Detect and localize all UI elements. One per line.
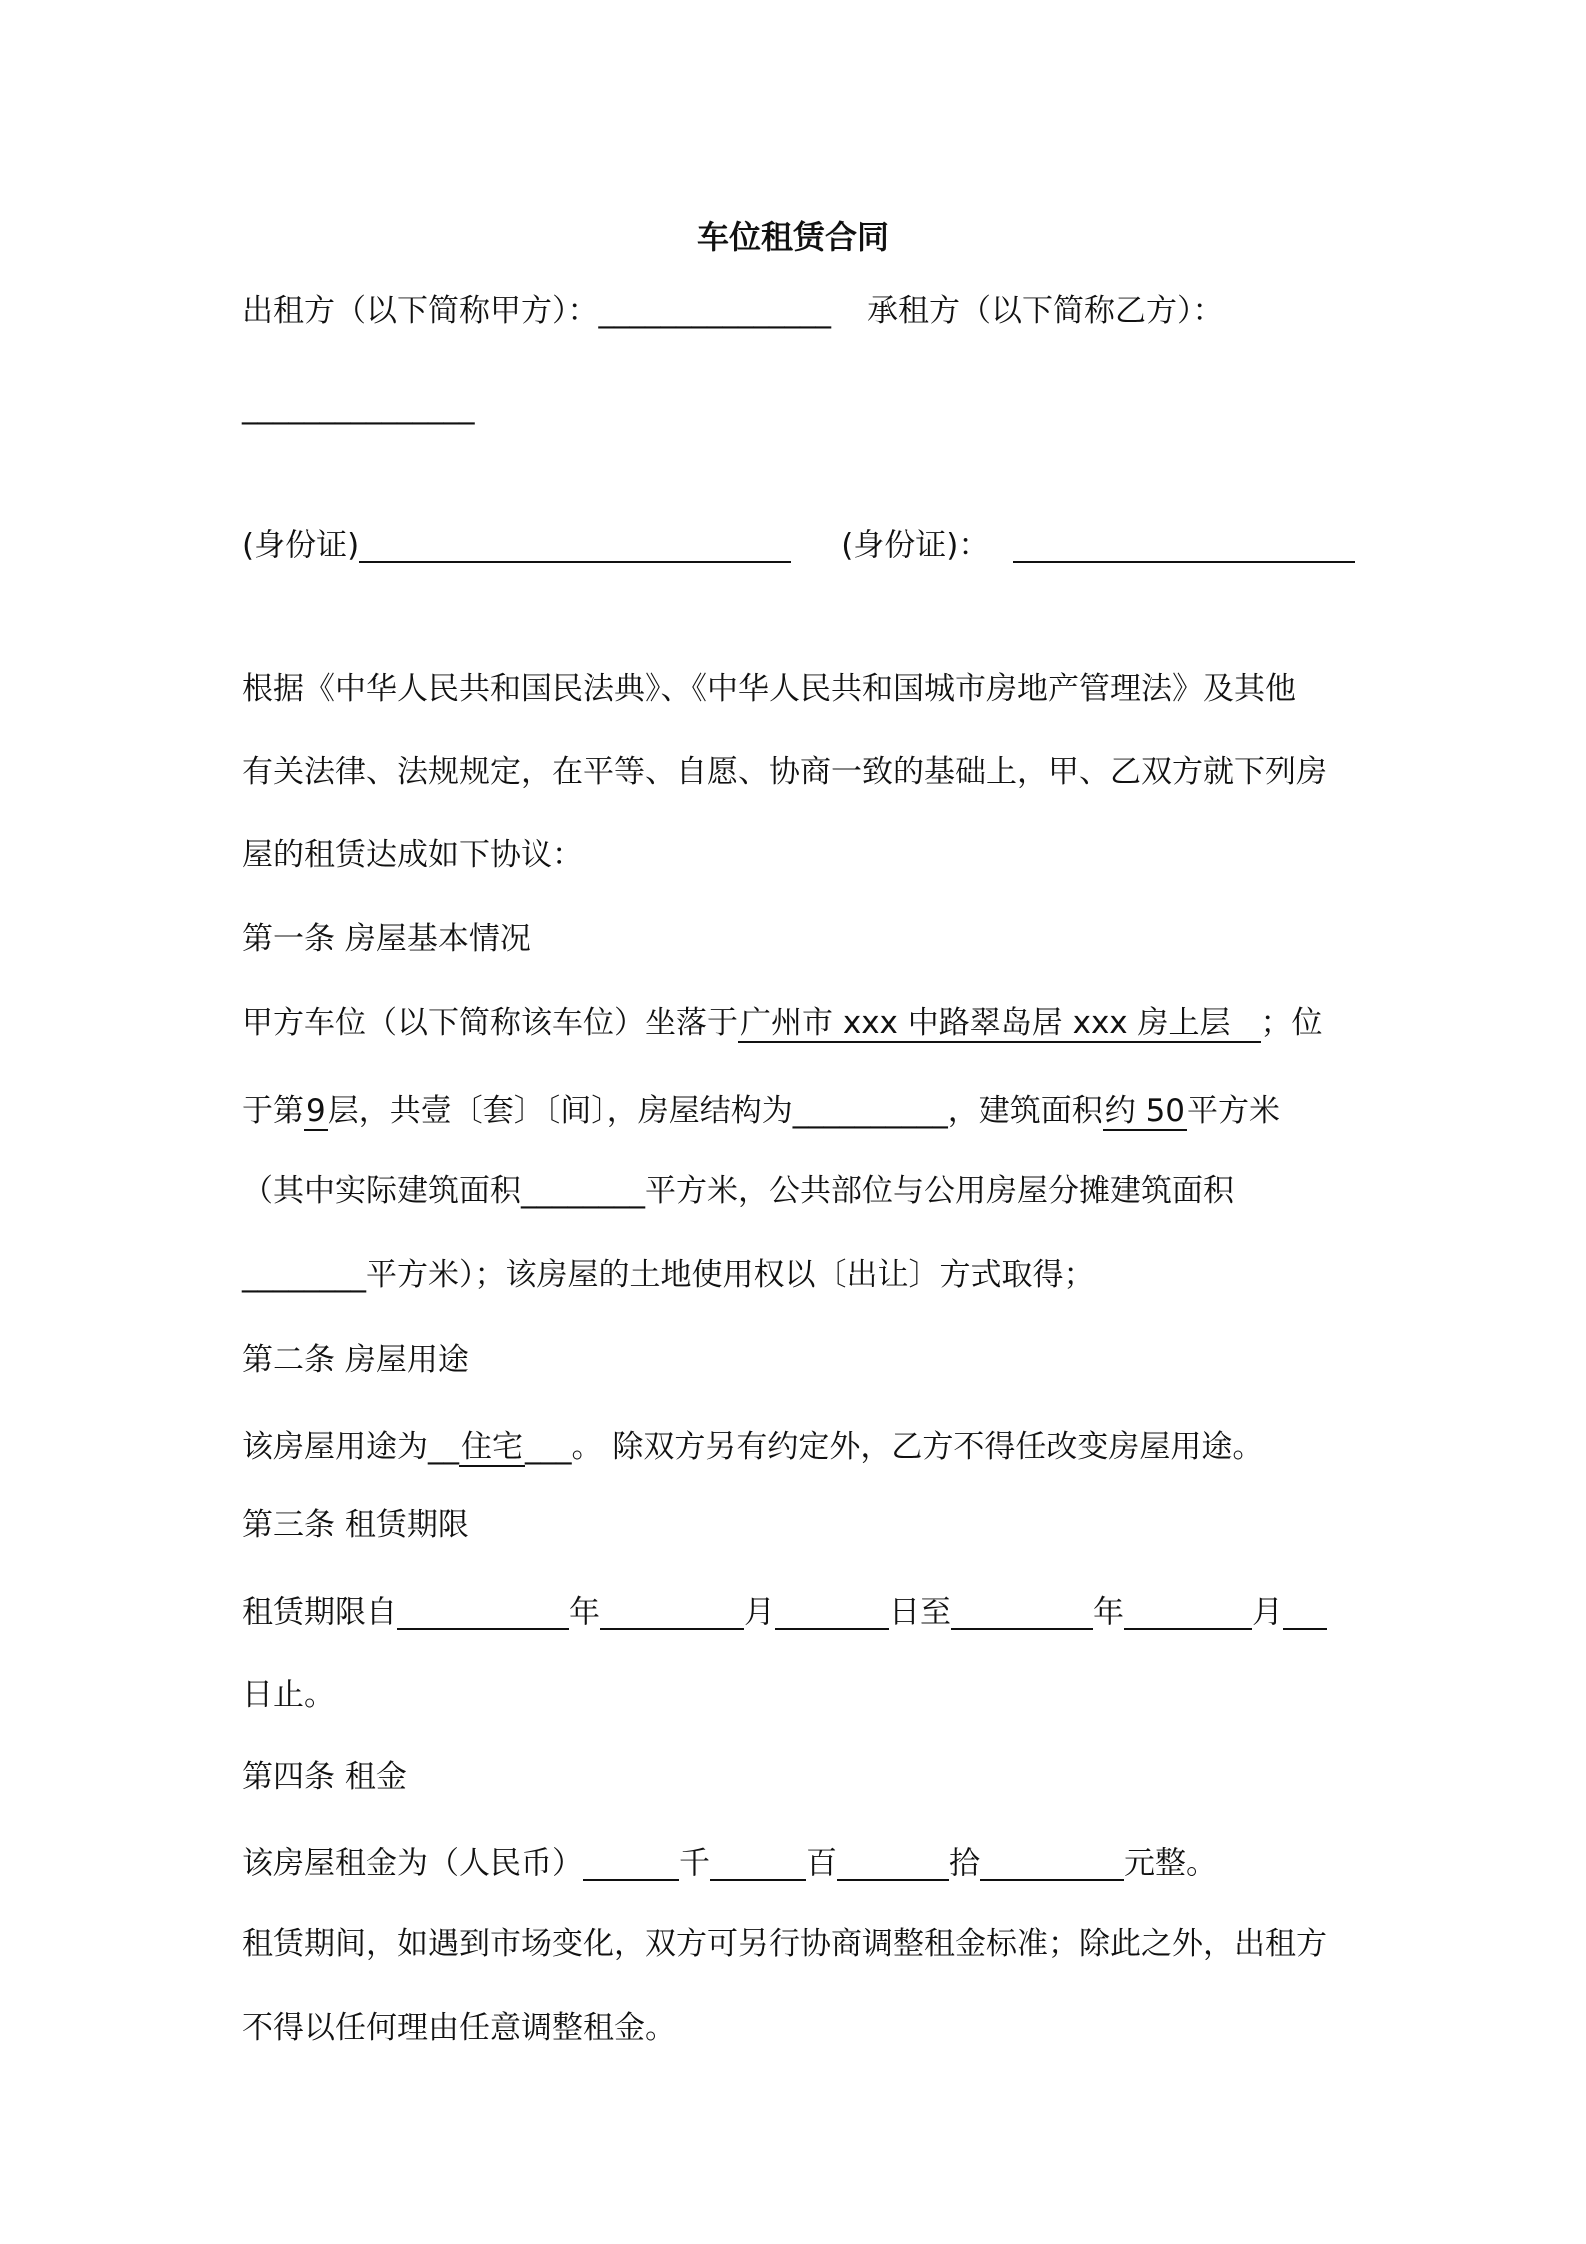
intro-line-3: 屋的租赁达成如下协议：	[242, 837, 583, 873]
rent-shi-blank	[837, 1846, 949, 1881]
start-day-blank	[775, 1595, 889, 1630]
parties-line	[242, 293, 1224, 329]
lessee-blank: _______________	[242, 389, 475, 425]
end-day-blank	[1283, 1595, 1327, 1630]
document-title: 车位租赁合同	[696, 218, 889, 256]
lessee-id-label: (身份证)：	[841, 527, 990, 564]
article3-heading: 第三条 租赁期限	[242, 1507, 469, 1543]
floor-value: 9	[306, 1093, 326, 1129]
article4-line-3: 不得以任何理由任意调整租金。	[242, 2010, 676, 2046]
article3-line-2: 日止。	[242, 1677, 335, 1713]
article4-line-1: 该房屋租金为（人民币） 千 百 拾 元整。	[242, 1845, 1217, 1882]
rent-bai-blank	[710, 1846, 806, 1881]
start-month-blank	[600, 1595, 744, 1630]
article3-line-1: 租赁期限自 年 月 日至 年 月	[242, 1595, 1327, 1630]
article1-heading: 第一条 房屋基本情况	[242, 921, 531, 957]
lessor-id-blank	[359, 528, 791, 563]
article1-line-2: 于第9层，共壹〔套〕〔间〕，房屋结构为__________，建筑面积约 50平方米	[242, 1093, 1281, 1129]
lessee-blank-line	[242, 389, 475, 425]
article4-heading: 第四条 租金	[242, 1759, 407, 1795]
rent-yuan-blank	[980, 1846, 1124, 1881]
lessor-blank: _______________	[598, 293, 831, 329]
id-line	[242, 528, 1355, 563]
article1-line-3: （其中实际建筑面积________平方米，公共部位与公用房屋分摊建筑面积	[242, 1173, 1234, 1209]
lessor-id-label: (身份证)	[242, 527, 360, 564]
address-value: 广州市 xxx 中路翠岛居 xxx 房上层	[738, 1005, 1261, 1043]
area-value: 约 50	[1104, 1093, 1186, 1129]
rent-qian-blank	[583, 1846, 679, 1881]
lessor-label: 出租方（以下简称甲方）：	[242, 293, 599, 329]
intro-line-2: 有关法律、法规规定，在平等、自愿、协商一致的基础上，甲、乙双方就下列房	[242, 754, 1327, 790]
lessee-id-blank	[1013, 528, 1355, 563]
article4-line-2: 租赁期间，如遇到市场变化，双方可另行协商调整租金标准；除此之外，出租方	[242, 1926, 1327, 1962]
start-year-blank	[397, 1595, 569, 1630]
end-year-blank	[951, 1595, 1093, 1630]
lessee-label: 承租方（以下简称乙方）：	[867, 293, 1224, 329]
end-month-blank	[1124, 1595, 1252, 1630]
use-value: 住宅	[461, 1429, 523, 1465]
article1-line-1: 甲方车位（以下简称该车位）坐落于广州市 xxx 中路翠岛居 xxx 房上层 ；位	[242, 1005, 1323, 1041]
article2-line-1: 该房屋用途为__住宅___。 除双方另有约定外，乙方不得任改变房屋用途。	[242, 1429, 1264, 1465]
article1-line-4: ________平方米）；该房屋的土地使用权以〔出让〕方式取得；	[242, 1257, 1095, 1293]
intro-line-1: 根据《中华人民共和国民法典》、《中华人民共和国城市房地产管理法》及其他	[242, 671, 1296, 707]
article2-heading: 第二条 房屋用途	[242, 1342, 469, 1378]
